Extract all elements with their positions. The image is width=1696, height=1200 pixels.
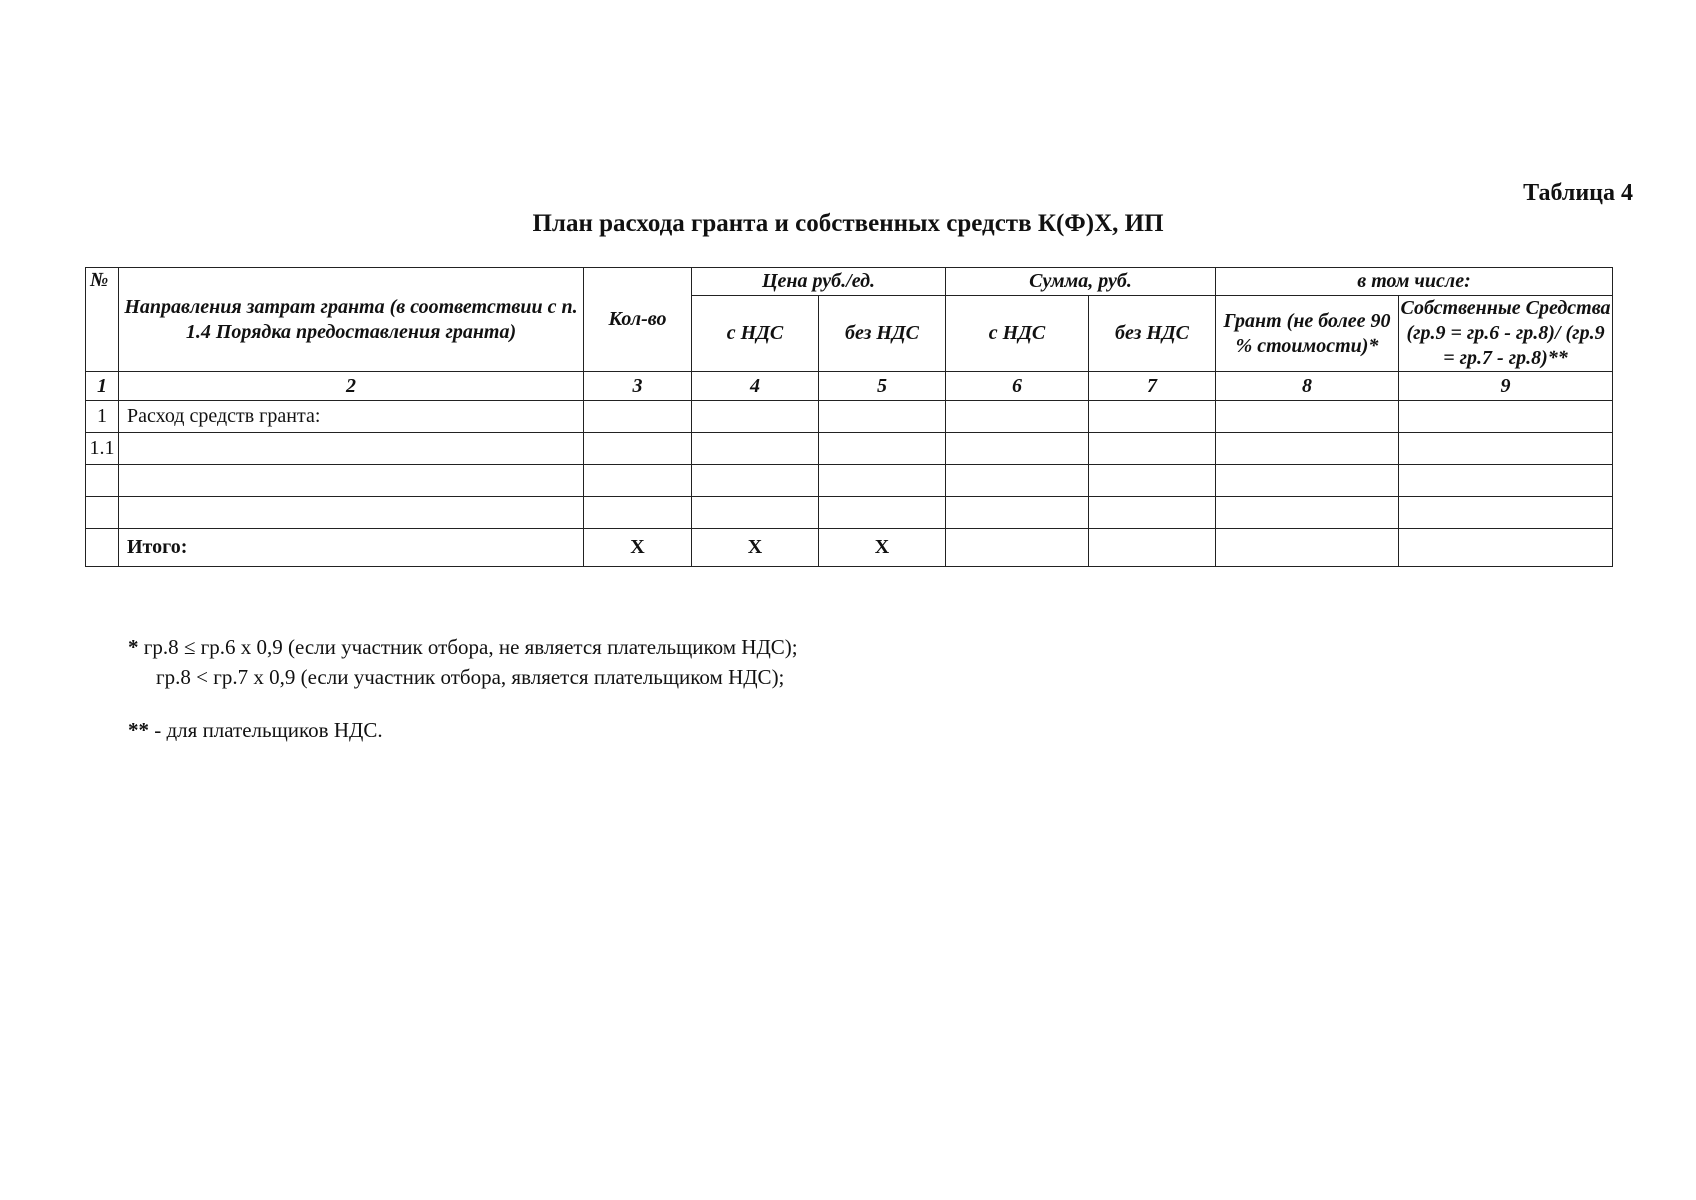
table-row (86, 497, 1613, 529)
table-cell (819, 433, 946, 465)
header-price: Цена руб./ед. (692, 268, 946, 296)
row-number: 1.1 (86, 433, 119, 465)
table-cell (1216, 465, 1399, 497)
column-number: 7 (1089, 372, 1216, 401)
table-cell (692, 433, 819, 465)
table-cell (819, 497, 946, 529)
document-title: План расхода гранта и собственных средств К(Ф)Х, ИП (532, 210, 1164, 237)
table-cell (86, 529, 119, 567)
column-number-row (86, 372, 1613, 401)
total-price-without-vat: X (819, 529, 946, 567)
table-row (86, 401, 1613, 433)
table-cell (1216, 529, 1399, 567)
header-sum-with-vat: с НДС (946, 296, 1089, 372)
footnote-2-text: - для плательщиков НДС. (154, 718, 383, 742)
row-number (86, 465, 119, 497)
row-label (119, 497, 584, 529)
header-quantity: Кол-во (584, 268, 692, 372)
table-number-label: Таблица 4 (1523, 180, 1633, 206)
table-cell (692, 497, 819, 529)
header-direction: Направления затрат гранта (в соответствии с п. 1.4 Порядка предоставления гранта) (119, 268, 584, 372)
column-number: 2 (119, 372, 584, 401)
table-cell (1399, 529, 1613, 567)
column-number: 8 (1216, 372, 1399, 401)
header-number: № (86, 268, 119, 372)
header-own-funds: Собственные Средства (гр.9 = гр.6 - гр.8)/ (гр.9 = гр.7 - гр.8)** (1399, 296, 1613, 372)
table-cell (584, 497, 692, 529)
column-number: 6 (946, 372, 1089, 401)
table-cell (584, 433, 692, 465)
table-cell (1216, 433, 1399, 465)
table-cell (946, 529, 1089, 567)
table-cell (1216, 497, 1399, 529)
table-cell (946, 497, 1089, 529)
table-cell (946, 433, 1089, 465)
footnote-1-line-2: гр.8 < гр.7 х 0,9 (если участник отбора, является плательщиком НДС); (156, 665, 785, 689)
table-cell (1089, 497, 1216, 529)
footnote-1-line-1 (128, 635, 798, 660)
table-cell (1399, 465, 1613, 497)
row-label (119, 465, 584, 497)
row-number (86, 497, 119, 529)
row-number: 1 (86, 401, 119, 433)
footnote-1-mark: * (128, 635, 139, 659)
header-price-without-vat: без НДС (819, 296, 946, 372)
table-cell (1089, 465, 1216, 497)
table-cell (946, 465, 1089, 497)
table-cell (946, 401, 1089, 433)
table-cell (1399, 433, 1613, 465)
table-row (86, 433, 1613, 465)
footnote-2-mark: ** (128, 718, 149, 742)
footnote-2 (128, 718, 383, 743)
table-cell (1089, 529, 1216, 567)
header-price-with-vat: с НДС (692, 296, 819, 372)
table-cell (1216, 401, 1399, 433)
table-cell (1399, 497, 1613, 529)
table-cell (1089, 401, 1216, 433)
header-including: в том числе: (1216, 268, 1613, 296)
table-cell (584, 401, 692, 433)
column-number: 4 (692, 372, 819, 401)
header-grant: Грант (не более 90 % стоимости)* (1216, 296, 1399, 372)
table-cell (584, 465, 692, 497)
row-label: Расход средств гранта: (119, 401, 584, 433)
header-sum: Сумма, руб. (946, 268, 1216, 296)
column-number: 1 (86, 372, 119, 401)
footnote-1-text: гр.8 ≤ гр.6 х 0,9 (если участник отбора, не является плательщиком НДС); (143, 635, 798, 659)
column-number: 3 (584, 372, 692, 401)
table-cell (819, 465, 946, 497)
row-label (119, 433, 584, 465)
column-number: 9 (1399, 372, 1613, 401)
table-cell (1399, 401, 1613, 433)
table-cell (692, 401, 819, 433)
table-cell (692, 465, 819, 497)
table-cell (819, 401, 946, 433)
column-number: 5 (819, 372, 946, 401)
total-quantity: X (584, 529, 692, 567)
total-row (86, 529, 1613, 567)
grant-expense-table (85, 267, 1613, 567)
total-label: Итого: (119, 529, 584, 567)
table-cell (1089, 433, 1216, 465)
table-row (86, 465, 1613, 497)
header-sum-without-vat: без НДС (1089, 296, 1216, 372)
total-price-with-vat: X (692, 529, 819, 567)
